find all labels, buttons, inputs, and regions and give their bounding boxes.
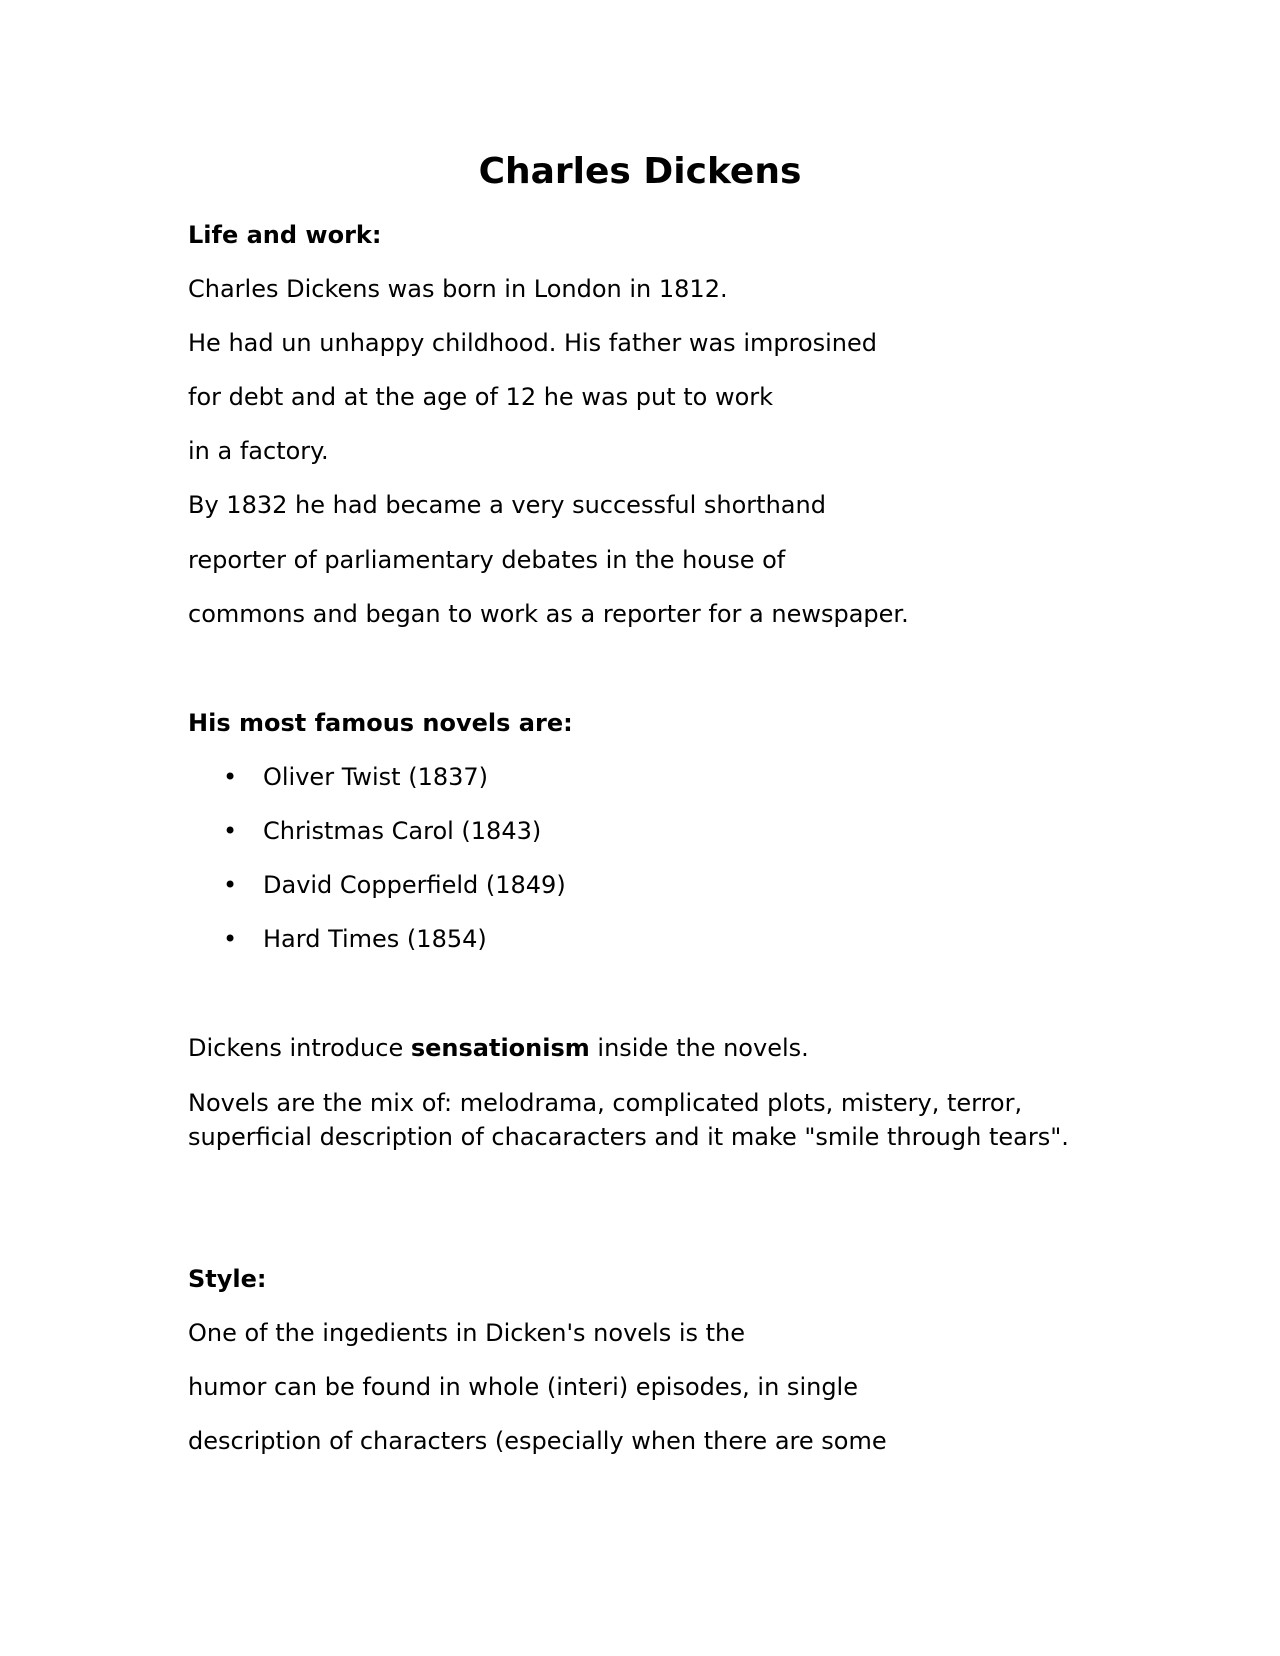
life-line-4: in a factory. bbox=[188, 437, 329, 465]
sensationism-before: Dickens introduce bbox=[188, 1034, 411, 1062]
life-line-7: commons and began to work as a reporter for a newspaper. bbox=[188, 600, 909, 628]
novel-title: Hard Times (1854) bbox=[263, 925, 487, 953]
novels-mix-paragraph: Novels are the mix of: melodrama, complicated plots, mistery, terror, superficial description of chacaracters and it make "smile through tears". bbox=[188, 1089, 1069, 1151]
life-line-3: for debt and at the age of 12 he was put to work bbox=[188, 383, 774, 411]
novels-heading: His most famous novels are: bbox=[188, 709, 573, 737]
bullet-icon: • bbox=[223, 817, 238, 845]
novel-title: Oliver Twist (1837) bbox=[263, 763, 489, 791]
novel-title: David Copperfield (1849) bbox=[263, 871, 566, 899]
bullet-icon: • bbox=[223, 871, 238, 899]
style-line-2: humor can be found in whole (interi) episodes, in single bbox=[188, 1373, 858, 1401]
page-title: Charles Dickens bbox=[478, 151, 802, 192]
life-and-work-heading: Life and work: bbox=[188, 221, 382, 249]
style-line-1: One of the ingedients in Dicken's novels is the bbox=[188, 1319, 746, 1347]
novel-title: Christmas Carol (1843) bbox=[263, 817, 542, 845]
style-heading: Style: bbox=[188, 1265, 267, 1293]
life-line-5: By 1832 he had became a very successful shorthand bbox=[188, 491, 826, 519]
style-line-3: description of characters (especially when there are some bbox=[188, 1427, 887, 1455]
sensationism-term: sensationism bbox=[410, 1034, 590, 1062]
life-line-6: reporter of parliamentary debates in the house of bbox=[188, 546, 786, 574]
life-line-1: Charles Dickens was born in London in 1812. bbox=[188, 275, 728, 303]
bullet-icon: • bbox=[223, 925, 238, 953]
sensationism-line bbox=[188, 1032, 809, 1064]
sensationism-after: inside the novels. bbox=[589, 1034, 809, 1062]
bullet-icon: • bbox=[223, 763, 238, 791]
life-line-2: He had un unhappy childhood. His father was improsined bbox=[188, 329, 878, 357]
